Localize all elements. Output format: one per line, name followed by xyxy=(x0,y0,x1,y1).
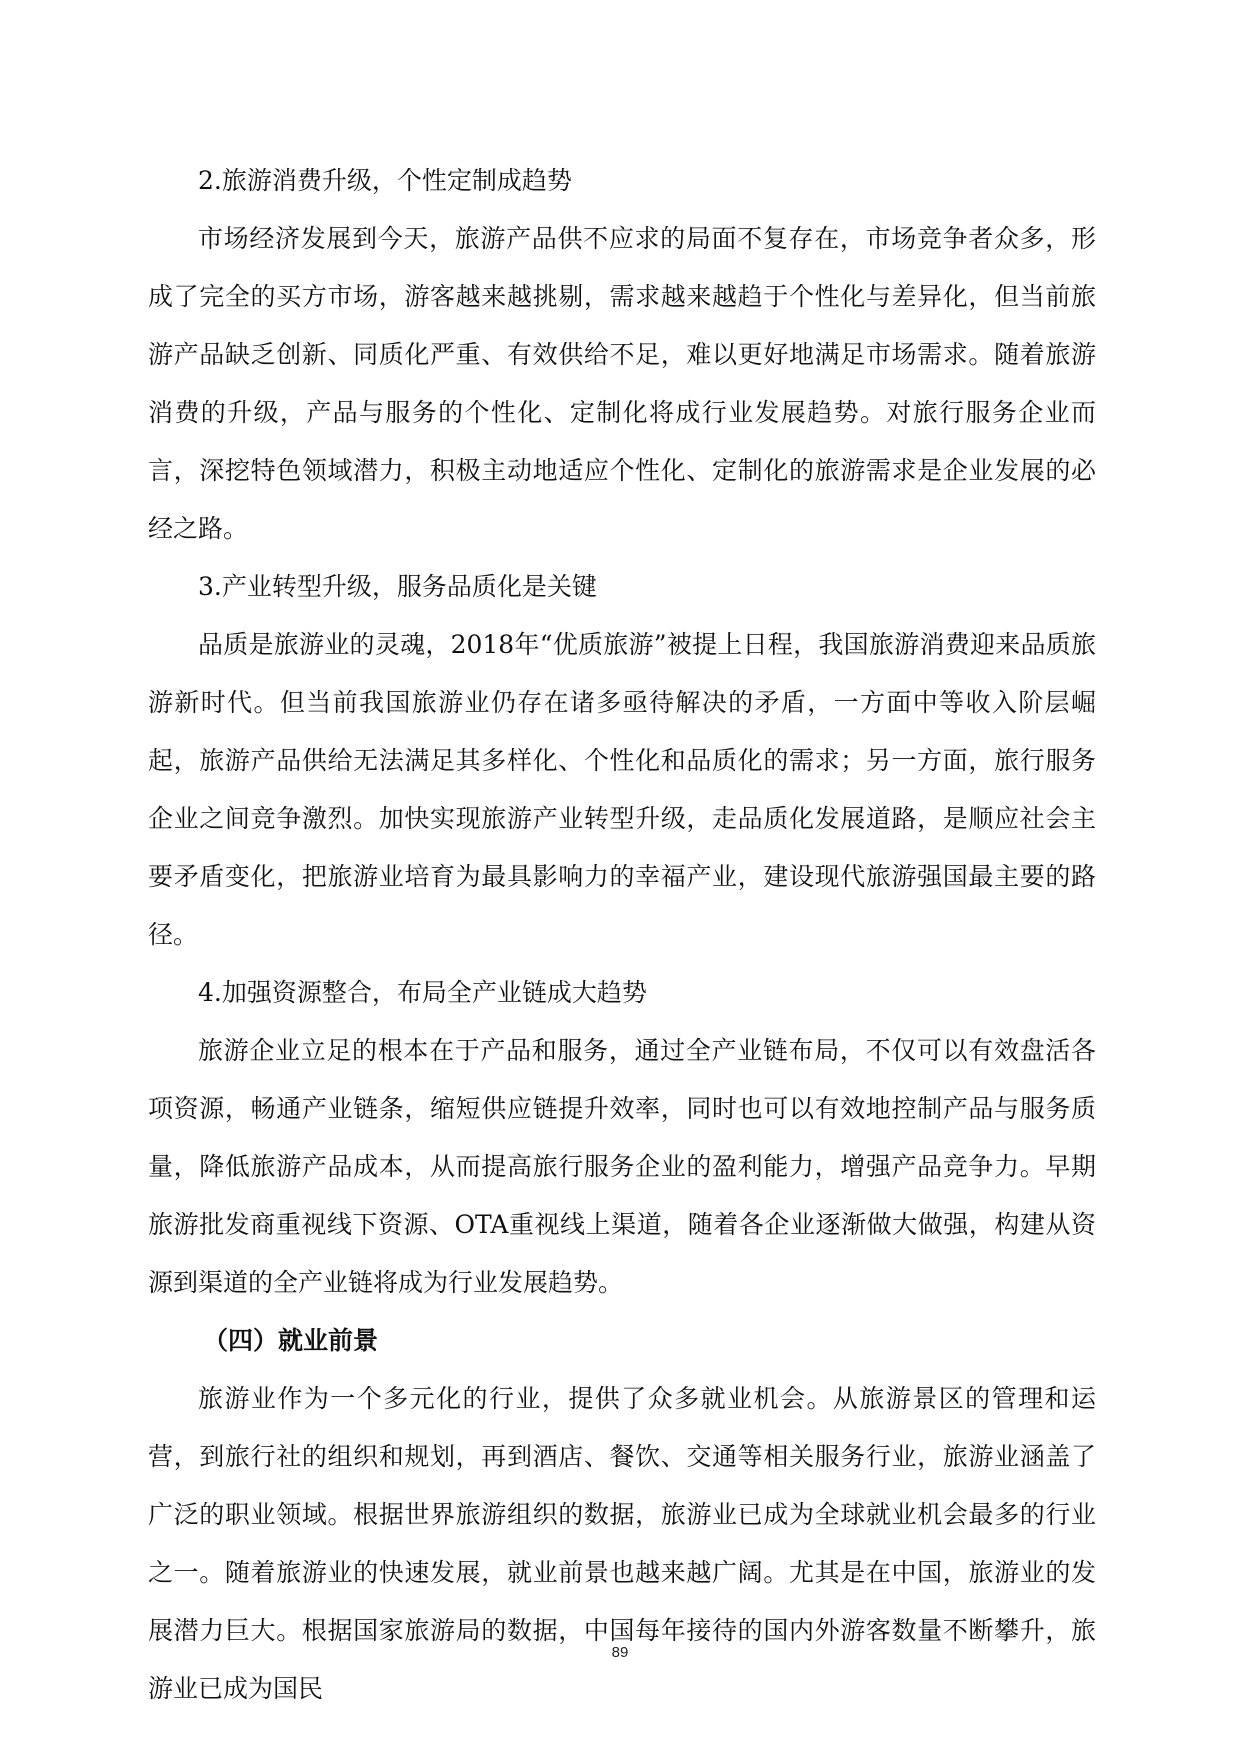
paragraph-industry-transformation: 品质是旅游业的灵魂，2018年“优质旅游”被提上日程，我国旅游消费迎来品质旅游新时代。但当前我国旅游业仍存在诸多亟待解决的矛盾，一方面中等收入阶层崛起，旅游产品供给无法满足其多样化、个性化和品质化的需求；另一方面，旅行服务企业之间竞争激烈。加快实现旅游产业转型升级，走品质化发展道路，是顺应社会主要矛盾变化，把旅游业培育为最具影响力的幸福产业，建设现代旅游强国最主要的路径。 xyxy=(148,630,1096,949)
subheading-resource-integration: 4.加强资源整合，布局全产业链成大趋势 xyxy=(198,978,647,1007)
paragraph-employment: 旅游业作为一个多元化的行业，提供了众多就业机会。从旅游景区的管理和运营，到旅行社的组织和规划，再到酒店、餐饮、交通等相关服务行业，旅游业涵盖了广泛的职业领域。根据世界旅游组织的数据，旅游业已成为全球就业机会最多的行业之一。随着旅游业的快速发展，就业前景也越来越广阔。尤其是在中国，旅游业的发展潜力巨大。根据国家旅游局的数据，中国每年接待的国内外游客数量不断攀升，旅游业已成为国民 xyxy=(148,1384,1096,1703)
section-title-employment: （四）就业前景 xyxy=(203,1326,379,1355)
paragraph-consumption-upgrade: 市场经济发展到今天，旅游产品供不应求的局面不复存在，市场竞争者众多，形成了完全的买方市场，游客越来越挑剔，需求越来越趋于个性化与差异化，但当前旅游产品缺乏创新、同质化严重、有效供给不足，难以更好地满足市场需求。随着旅游消费的升级，产品与服务的个性化、定制化将成行业发展趋势。对旅行服务企业而言，深挖特色领域潜力，积极主动地适应个性化、定制化的旅游需求是企业发展的必经之路。 xyxy=(148,224,1096,543)
subheading-industry-transformation: 3.产业转型升级，服务品质化是关键 xyxy=(198,572,597,601)
subheading-consumption-upgrade: 2.旅游消费升级，个性定制成趋势 xyxy=(198,166,572,195)
page-number: 89 xyxy=(611,1644,629,1661)
paragraph-resource-integration: 旅游企业立足的根本在于产品和服务，通过全产业链布局，不仅可以有效盘活各项资源，畅通产业链条，缩短供应链提升效率，同时也可以有效地控制产品与服务质量，降低旅游产品成本，从而提高旅行服务企业的盈利能力，增强产品竞争力。早期旅游批发商重视线下资源、OTA重视线上渠道，随着各企业逐渐做大做强，构建从资源到渠道的全产业链将成为行业发展趋势。 xyxy=(148,1036,1096,1297)
page-body xyxy=(148,152,1096,1718)
